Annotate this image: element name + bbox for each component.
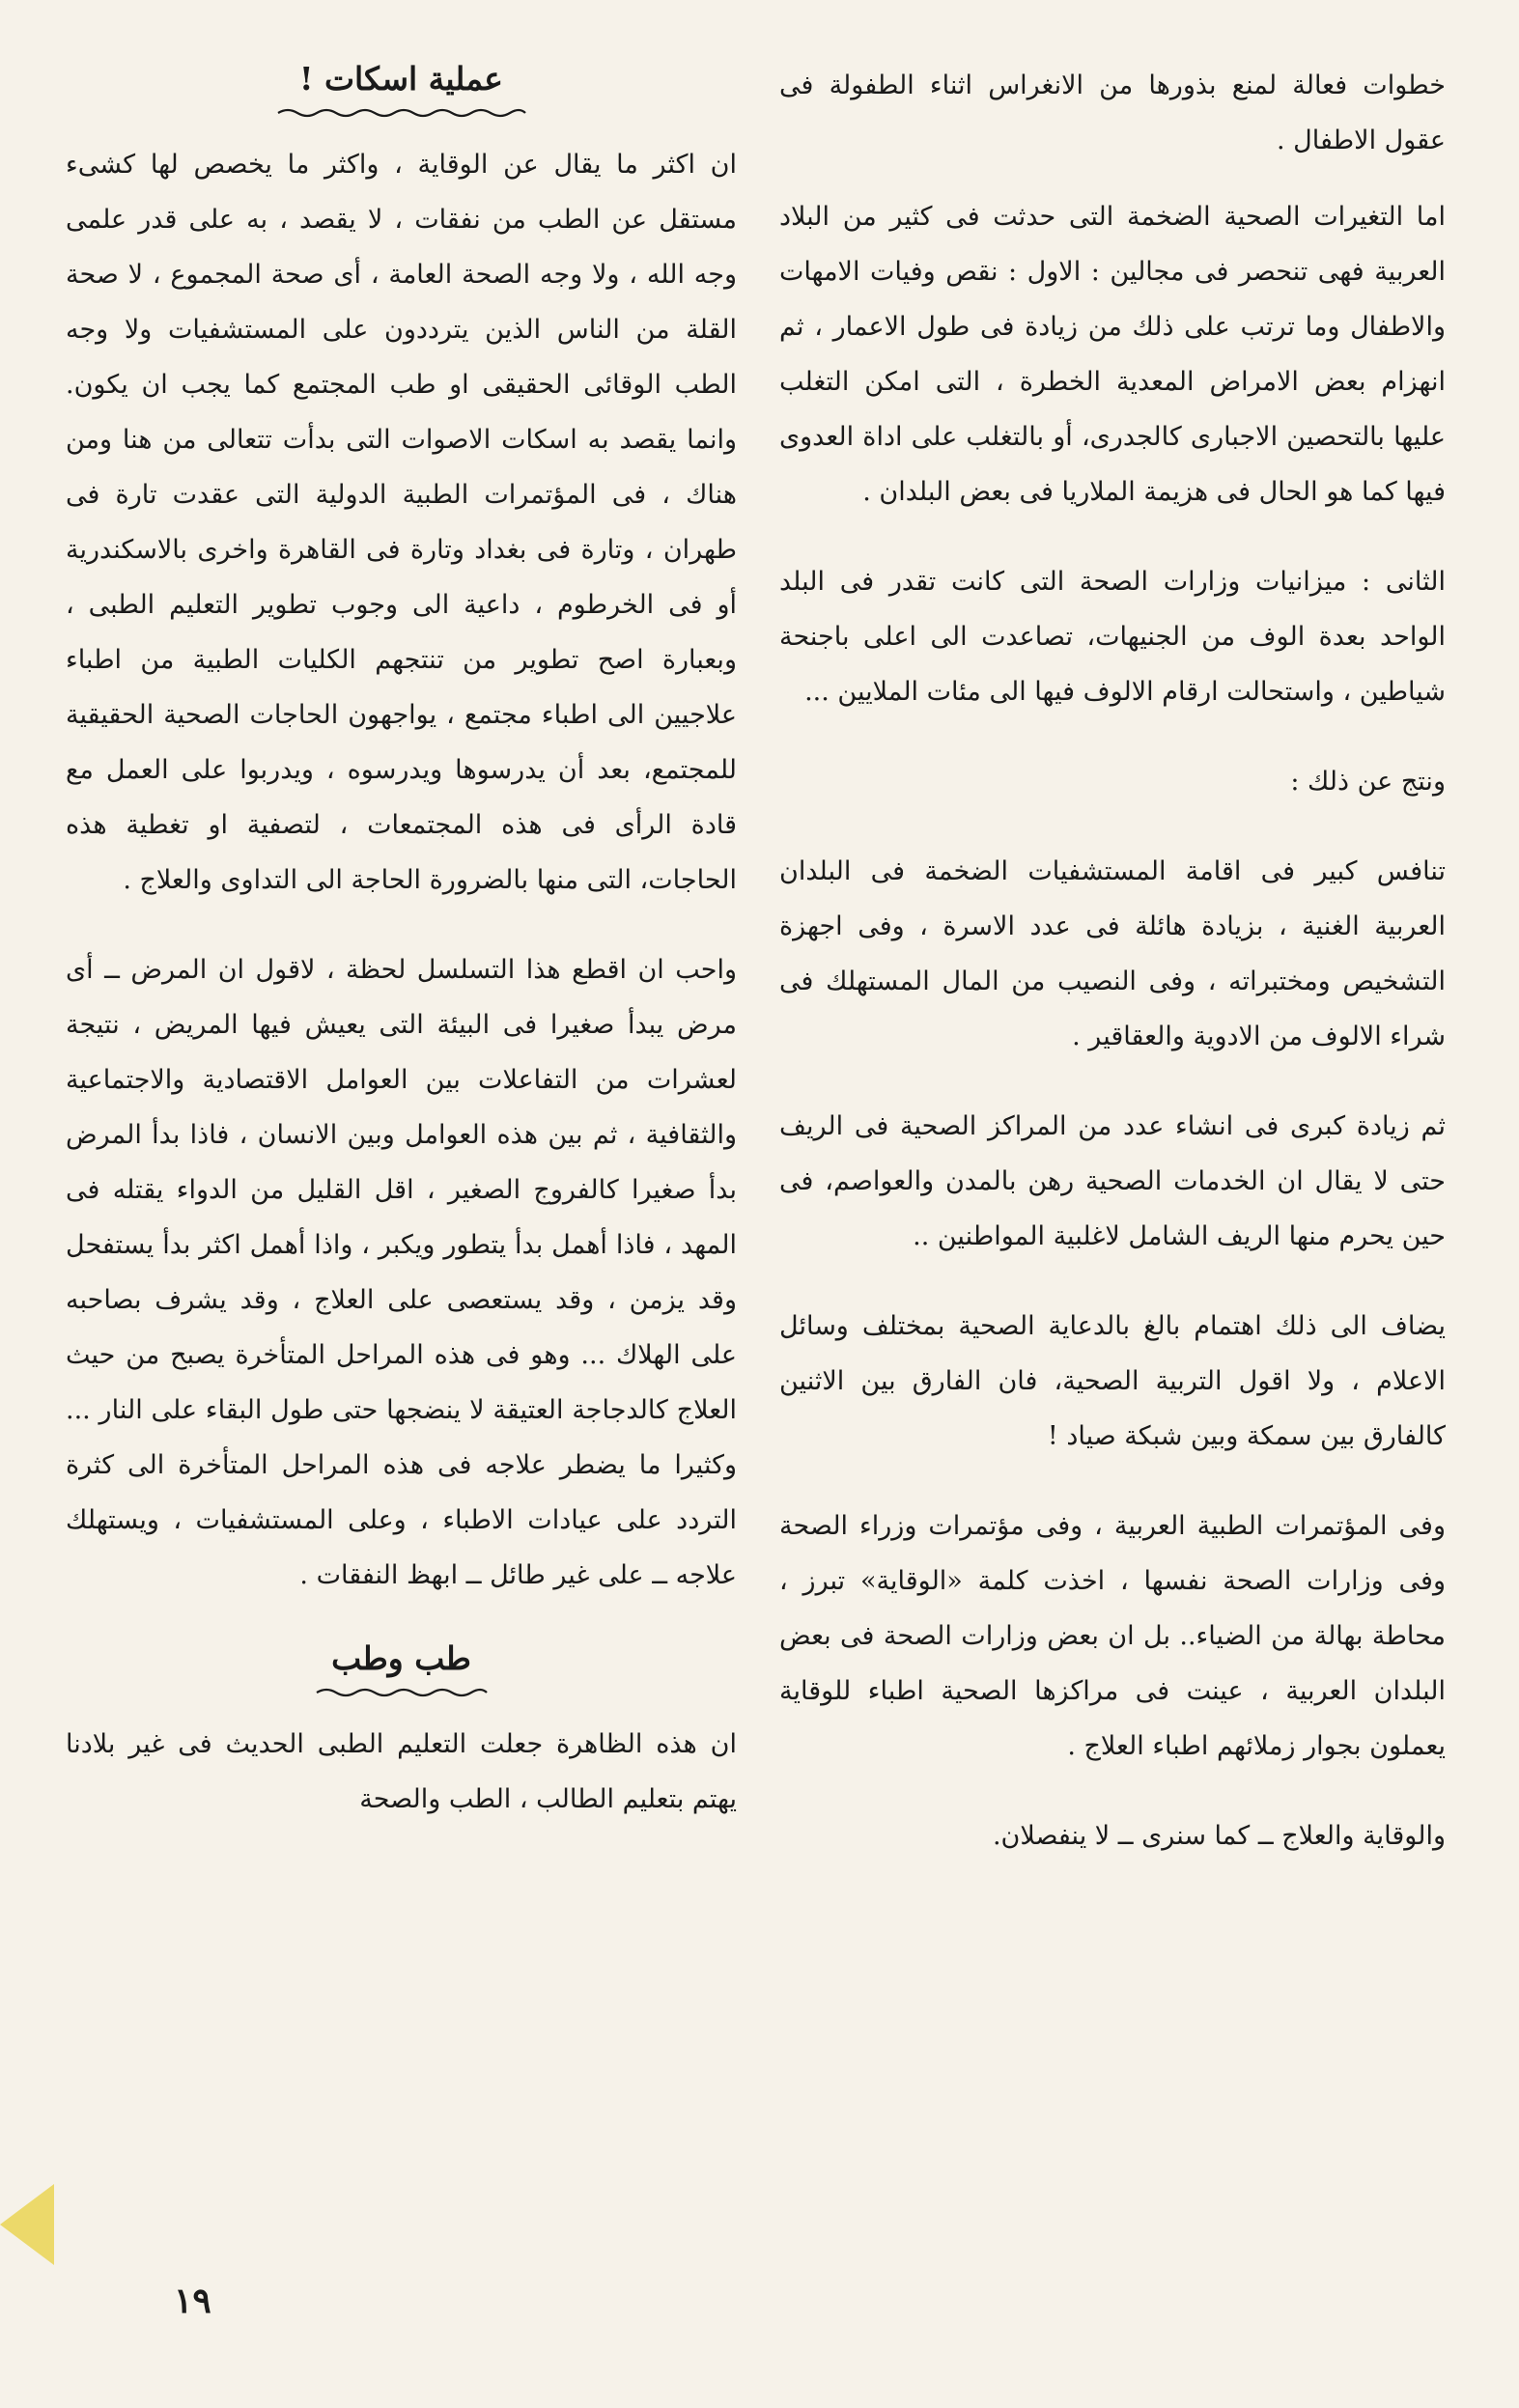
paragraph: والوقاية والعلاج ــ كما سنرى ــ لا ينفصلان. (992, 1821, 1446, 1851)
paragraph: تنافس كبير فى اقامة المستشفيات الضخمة فى البلدان العربية الغنية ، بزيادة هائلة فى عدد الاسرة ، وفى اجهزة التشخيص ومختبراته ، وفى النصيب من المال المستهلك فى شراء الالوف من الادوية والعقاقير . (779, 856, 1446, 1051)
paragraph: ونتج عن ذلك : (1290, 767, 1446, 797)
paragraph: ثم زيادة كبرى فى انشاء عدد من المراكز الصحية فى الريف حتى لا يقال ان الخدمات الصحية رهن بالمدن والعواصم، فى حين يحرم منها الريف الشامل لاغلبية المواطنين .. (779, 1111, 1446, 1251)
paragraph: واحب ان اقطع هذا التسلسل لحظة ، لاقول ان المرض ــ أى مرض يبدأ صغيرا فى البيئة التى يعيش فيها المريض ، نتيجة لعشرات من التفاعلات بين العوامل الاقتصادية والاجتماعية والثقافية ، ثم بين هذه العوامل وبين الانسان ، فاذا بدأ المرض بدأ صغيرا كالفروج الصغير ، اقل القليل من الدواء يقتله فى المهد ، فاذا أهمل بدأ يتطور ويكبر ، واذا أهمل اكثر بدأ يستفحل وقد يزمن ، وقد يستعصى على العلاج ، وقد يشرف بصاحبه على الهلاك ... وهو فى هذه المراحل المتأخرة يصبح من حيث العلاج كالدجاجة العتيقة لا ينضجها حتى طول البقاء على النار ... وكثيرا ما يضطر علاجه فى هذه المراحل المتأخرة الى كثرة التردد على عيادات الاطباء ، وعلى المستشفيات ، ويستهلك علاجه ــ على غير طائل ــ ابهظ النفقات . (66, 955, 737, 1590)
paragraph: الثانى : ميزانيات وزارات الصحة التى كانت تقدر فى البلد الواحد بعدة الوف من الجنيهات، تصاعدت الى اعلى باجنحة شياطين ، واستحالت ارقام الالوف فيها الى مئات الملايين ... (779, 567, 1446, 707)
wavy-underline-icon (315, 1686, 489, 1699)
paragraph: وفى المؤتمرات الطبية العربية ، وفى مؤتمرات وزراء الصحة وفى وزارات الصحة نفسها ، اخذت كلمة «الوقاية» تبرز ، محاطة بهالة من الضياء.. بل ان بعض وزارات الصحة فى بعض البلدان العربية ، عينت فى مراكزها الصحية اطباء للوقاية يعملون بجوار زملائهم اطباء العلاج . (779, 1511, 1446, 1761)
paragraph: خطوات فعالة لمنع بذورها من الانغراس اثناء الطفولة فى عقول الاطفال . (779, 70, 1446, 155)
section-heading (66, 58, 737, 120)
section-title: طب وطب (331, 1639, 471, 1677)
section-title: عملية اسكات ! (299, 60, 503, 98)
paragraph: اما التغيرات الصحية الضخمة التى حدثت فى كثير من البلاد العربية فهى تنحصر فى مجالين : الاول : نقص وفيات الامهات والاطفال وما ترتب على ذلك من زيادة فى طول الاعمار ، ثم انهزام بعض الامراض المعدية الخطرة ، التى امكن التغلب عليها بالتحصين الاجبارى كالجدرى، أو بالتغلب على اداة العدوى فيها كما هو الحال فى هزيمة الملاريا فى بعض البلدان . (779, 202, 1446, 507)
page-number: ١٩ (174, 2281, 211, 2321)
wavy-underline-icon (276, 106, 527, 120)
paragraph: يضاف الى ذلك اهتمام بالغ بالدعاية الصحية بمختلف وسائل الاعلام ، ولا اقول التربية الصحية، فان الفارق بين الاثنين كالفارق بين سمكة وبين شبكة صياد ! (779, 1311, 1446, 1451)
paragraph: ان اكثر ما يقال عن الوقاية ، واكثر ما يخصص لها كشىء مستقل عن الطب من نفقات ، لا يقصد ، به على قدر علمى وجه الله ، ولا وجه الصحة العامة ، أى صحة المجموع ، لا صحة القلة من الناس الذين يترددون على المستشفيات ولا وجه الطب الوقائى الحقيقى او طب المجتمع كما يجب ان يكون. وانما يقصد به اسكات الاصوات التى بدأت تتعالى من هنا ومن هناك ، فى المؤتمرات الطبية الدولية التى عقدت تارة فى طهران ، وتارة فى بغداد وتارة فى القاهرة واخرى بالاسكندرية أو فى الخرطوم ، داعية الى وجوب تطوير التعليم الطبى ، وبعبارة اصح تطوير من تنتجهم الكليات الطبية من اطباء علاجيين الى اطباء مجتمع ، يواجهون الحاجات الصحية الحقيقية للمجتمع، بعد أن يدرسوها ويدرسوه ، ويدربوا على العمل مع قادة الرأى فى هذه المجتمعات ، لتصفية او تغطية هذه الحاجات، التى منها بالضرورة الحاجة الى التداوى والعلاج . (66, 150, 738, 895)
right-column (779, 58, 1446, 1898)
section-heading (66, 1638, 737, 1699)
left-column (66, 58, 737, 1862)
page-edge-tab-icon (0, 2180, 58, 2269)
paragraph: ان هذه الظاهرة جعلت التعليم الطبى الحديث فى غير بلادنا يهتم بتعليم الطالب ، الطب والصحة (66, 1729, 737, 1814)
